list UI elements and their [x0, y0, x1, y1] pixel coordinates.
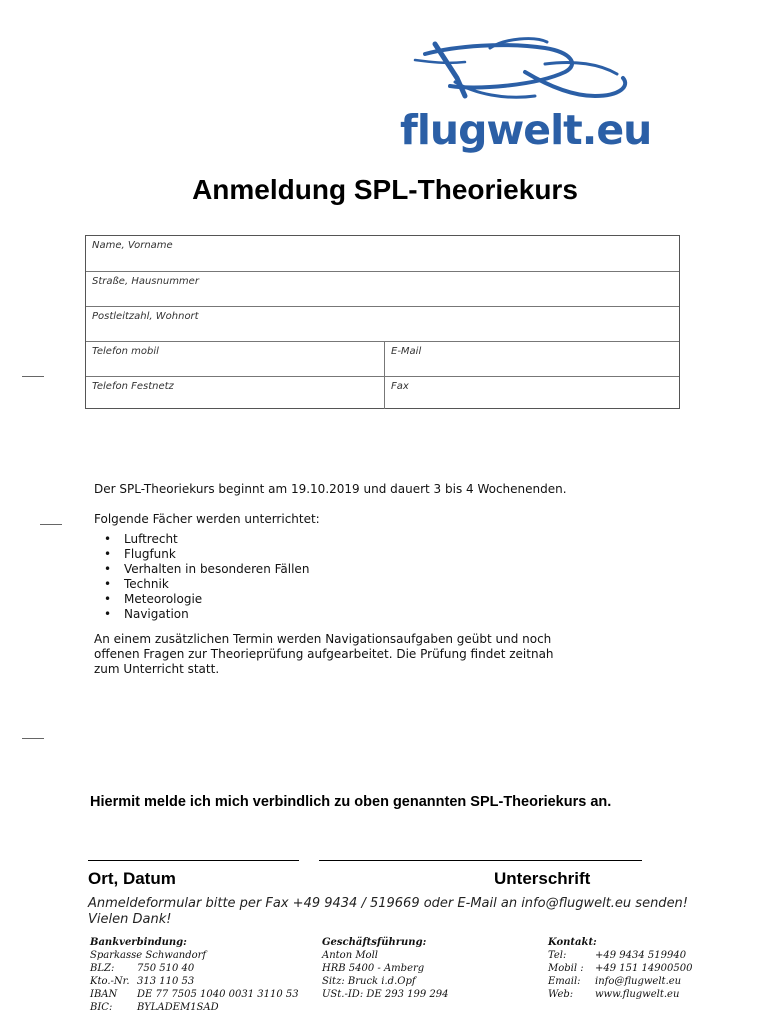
contact-heading: Kontakt:	[548, 937, 597, 948]
outro-line: offenen Fragen zur Theorieprüfung aufgearbeitet. Die Prüfung findet zeitnah	[94, 647, 554, 661]
contact-key: Email:	[548, 976, 581, 987]
contact-value: +49 9434 519940	[595, 950, 687, 961]
bank-key: BLZ:	[90, 963, 115, 974]
landline-field[interactable]	[86, 377, 384, 409]
form-row-phone	[86, 342, 679, 377]
logo-text: flugwelt.eu	[400, 106, 652, 154]
form-row-name[interactable]	[86, 236, 679, 272]
note-line: Anmeldeformular bitte per Fax +49 9434 / 519669 oder E-Mail an info@flugwelt.eu senden!	[88, 896, 689, 911]
management-line: Anton Moll	[322, 950, 378, 961]
place-date-line[interactable]	[88, 860, 299, 861]
course-outro	[94, 632, 554, 677]
management-line: USt.-ID: DE 293 199 294	[322, 989, 449, 1000]
fax-field-label: Fax	[391, 381, 409, 392]
flugwelt-logo	[395, 34, 650, 158]
signature-line[interactable]	[319, 860, 642, 861]
bank-value: 313 110 53	[137, 976, 195, 987]
email-field[interactable]	[384, 342, 680, 376]
fold-mark	[40, 524, 62, 525]
form-row-street[interactable]	[86, 272, 679, 307]
submission-note	[88, 896, 688, 928]
footer-management	[322, 936, 448, 1001]
bank-value: 750 510 40	[137, 963, 195, 974]
fax-field[interactable]	[384, 377, 680, 409]
contact-key: Mobil :	[548, 963, 584, 974]
management-heading: Geschäftsführung:	[322, 937, 427, 948]
list-item: • Luftrecht	[94, 532, 309, 547]
registration-form	[85, 235, 680, 409]
email-field-label: E-Mail	[391, 346, 422, 357]
bank-value: DE 77 7505 1040 0031 3110 53	[137, 989, 299, 1000]
list-item: • Verhalten in besonderen Fällen	[94, 562, 309, 577]
contact-email-link[interactable]: info@flugwelt.eu	[595, 976, 682, 987]
landline-field-label: Telefon Festnetz	[92, 381, 174, 392]
contact-row	[548, 962, 692, 975]
street-field-label: Straße, Hausnummer	[92, 276, 199, 287]
bank-name: Sparkasse Schwandorf	[90, 950, 207, 961]
contact-row	[548, 975, 692, 988]
bank-row	[90, 1001, 299, 1014]
bank-heading: Bankverbindung:	[90, 937, 187, 948]
contact-key: Web:	[548, 989, 574, 1000]
bank-row	[90, 975, 299, 988]
bank-key: BIC:	[90, 1002, 113, 1013]
contact-key: Tel:	[548, 950, 567, 961]
contact-row	[548, 949, 692, 962]
bank-key: Kto.-Nr.	[90, 976, 130, 987]
name-field-label: Name, Vorname	[92, 240, 173, 251]
signature-label: Unterschrift	[494, 869, 591, 888]
list-item: • Technik	[94, 577, 309, 592]
footer-bank	[90, 936, 299, 1014]
bank-row	[90, 988, 299, 1001]
page-title: Anmeldung SPL-Theoriekurs	[192, 174, 578, 205]
note-line: Vielen Dank!	[88, 912, 172, 927]
management-line: HRB 5400 - Amberg	[322, 963, 425, 974]
confirmation-statement: Hiermit melde ich mich verbindlich zu oben genannten SPL-Theoriekurs an.	[90, 794, 612, 810]
form-row-landline	[86, 377, 679, 409]
mobile-field-label: Telefon mobil	[92, 346, 159, 357]
contact-row	[548, 988, 692, 1001]
bank-value: BYLADEM1SAD	[137, 1002, 219, 1013]
airplane-logo-icon	[395, 34, 650, 114]
city-field-label: Postleitzahl, Wohnort	[92, 311, 199, 322]
outro-line: An einem zusätzlichen Termin werden Navigationsaufgaben geübt und noch	[94, 632, 552, 646]
contact-web-link[interactable]: www.flugwelt.eu	[595, 989, 680, 1000]
place-date-label: Ort, Datum	[88, 869, 176, 888]
fold-mark	[22, 738, 44, 739]
management-line: Sitz: Bruck i.d.Opf	[322, 976, 416, 987]
fold-mark	[22, 376, 44, 377]
list-item: • Meteorologie	[94, 592, 309, 607]
subjects-list	[94, 532, 309, 622]
mobile-field[interactable]	[86, 342, 384, 376]
footer-contact	[548, 936, 692, 1001]
outro-line: zum Unterricht statt.	[94, 662, 220, 676]
bank-key: IBAN	[90, 989, 118, 1000]
form-row-city[interactable]	[86, 307, 679, 342]
list-item: • Flugfunk	[94, 547, 309, 562]
subjects-heading: Folgende Fächer werden unterrichtet:	[94, 512, 320, 526]
contact-value: +49 151 14900500	[595, 963, 693, 974]
list-item: • Navigation	[94, 607, 309, 622]
bank-row	[90, 962, 299, 975]
course-intro: Der SPL-Theoriekurs beginnt am 19.10.2019 und dauert 3 bis 4 Wochenenden.	[94, 482, 567, 496]
